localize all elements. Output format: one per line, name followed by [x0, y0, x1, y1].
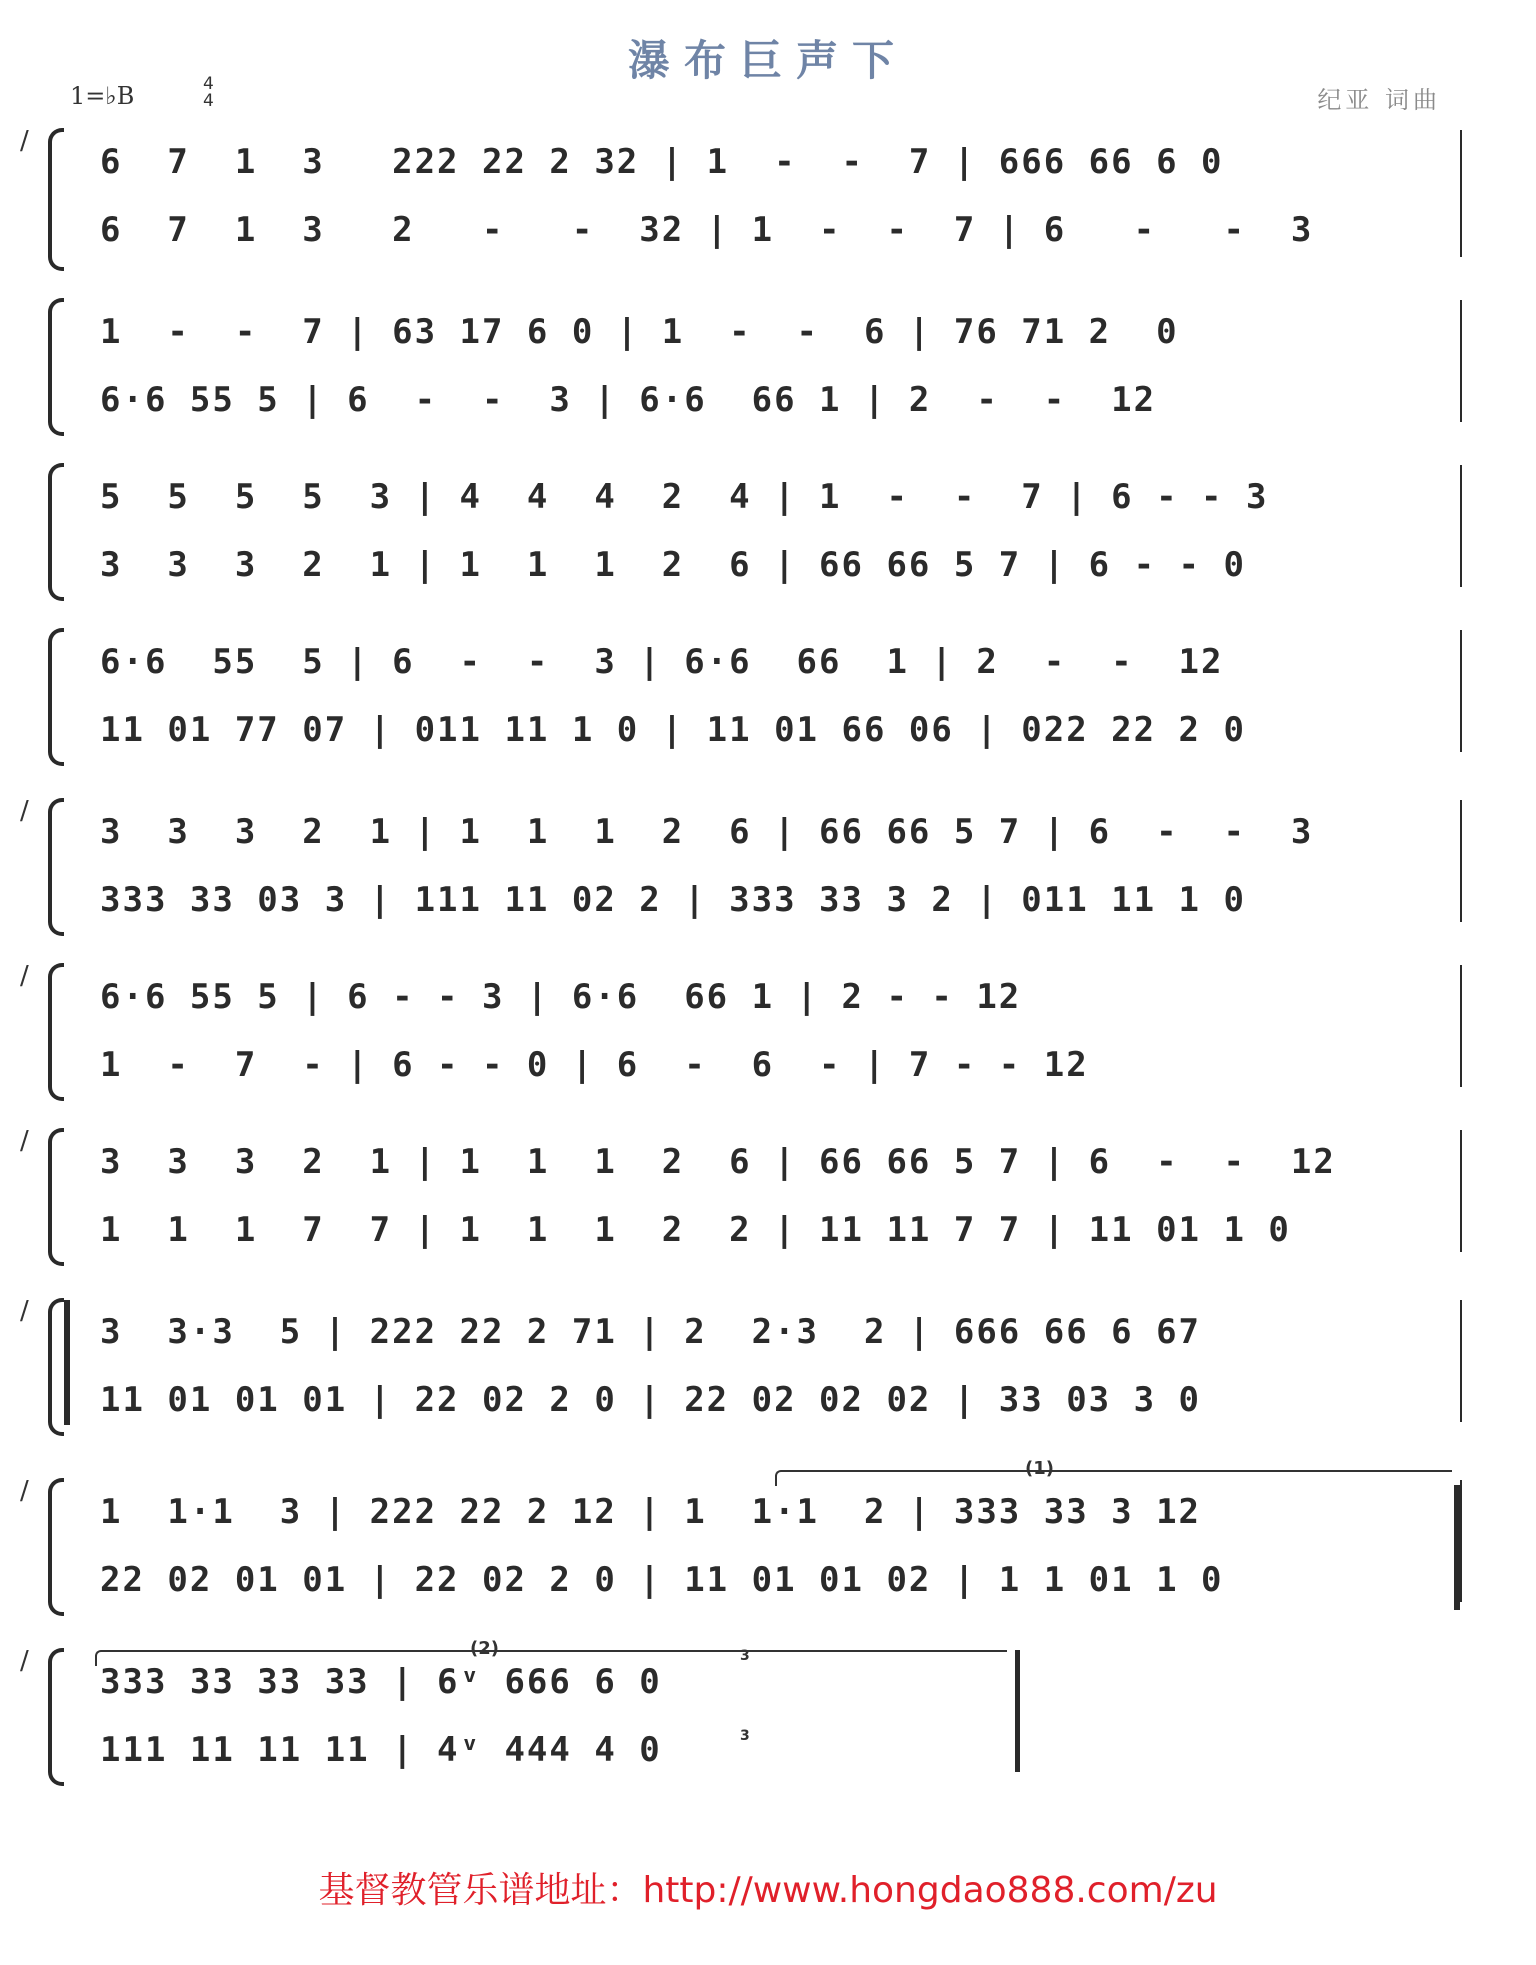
- system-brace: [48, 1648, 64, 1786]
- triplet-mark-upper: 3: [740, 1648, 750, 1664]
- composer-credit: 纪亚 词曲: [1317, 86, 1441, 114]
- system-brace: [48, 128, 64, 271]
- system-mark: /: [20, 1646, 29, 1676]
- footer-url[interactable]: 基督教管乐谱地址：http://www.hongdao888.com/zu: [318, 1870, 1218, 1911]
- end-barline: [1460, 965, 1462, 1087]
- volta-second-label: (2): [470, 1638, 499, 1659]
- notation-row-lower: 111 11 11 11 | 4ᵛ 444 4 0: [100, 1730, 662, 1770]
- time-signature: [203, 76, 214, 110]
- notation-row-lower: 22 02 01 01 | 22 02 2 0 | 11 01 01 02 | 1 1 01 1 0: [100, 1560, 1224, 1600]
- system-mark: /: [20, 961, 29, 991]
- system-brace: [48, 1478, 64, 1616]
- triplet-mark-lower: 3: [740, 1728, 750, 1744]
- end-barline: [1460, 800, 1462, 922]
- system-mark: /: [20, 796, 29, 826]
- system-brace: [48, 298, 64, 436]
- notation-row-upper: 6 7 1 3 222 22 2 32 | 1 - - 7 | 666 66 6 0: [100, 142, 1224, 182]
- notation-row-upper: 3 3 3 2 1 | 1 1 1 2 6 | 66 66 5 7 | 6 - - 12: [100, 1142, 1336, 1182]
- system-mark: /: [20, 1476, 29, 1506]
- notation-row-upper: 1 1·1 3 | 222 22 2 12 | 1 1·1 2 | 333 33 3 12: [100, 1492, 1202, 1532]
- system-brace: [48, 1298, 64, 1436]
- notation-row-lower: 333 33 03 3 | 111 11 02 2 | 333 33 3 2 | 011 11 1 0: [100, 880, 1246, 920]
- system-brace: [48, 628, 64, 766]
- system-brace: [48, 463, 64, 601]
- end-barline: [1460, 300, 1462, 422]
- key-signature: 1=♭B: [70, 82, 135, 110]
- notation-row-lower: 6 7 1 3 2 - - 32 | 1 - - 7 | 6 - - 3: [100, 210, 1314, 250]
- system-mark: /: [20, 126, 29, 156]
- end-barline: [1460, 1130, 1462, 1252]
- meter-top: 4: [203, 74, 214, 94]
- notation-row-lower: 1 1 1 7 7 | 1 1 1 2 2 | 11 11 7 7 | 11 01 1 0: [100, 1210, 1291, 1250]
- end-barline: [1460, 1480, 1462, 1602]
- repeat-start-barline: [64, 1300, 70, 1425]
- system-mark: /: [20, 1296, 29, 1326]
- meter-bottom: 4: [203, 91, 214, 111]
- system-brace: [48, 1128, 64, 1266]
- volta-second-bracket: [95, 1650, 1007, 1666]
- end-barline: [1460, 630, 1462, 752]
- notation-row-upper: 333 33 33 33 | 6ᵛ 666 6 0: [100, 1662, 662, 1702]
- end-barline: [1460, 130, 1462, 257]
- notation-row-upper: 3 3·3 5 | 222 22 2 71 | 2 2·3 2 | 666 66 6 67: [100, 1312, 1202, 1352]
- end-barline: [1460, 465, 1462, 587]
- volta-first-bracket: [775, 1470, 1452, 1486]
- system-mark: /: [20, 1126, 29, 1156]
- notation-row-lower: 6·6 55 5 | 6 - - 3 | 6·6 66 1 | 2 - - 12: [100, 380, 1157, 420]
- notation-row-upper: 6·6 55 5 | 6 - - 3 | 6·6 66 1 | 2 - - 12: [100, 642, 1224, 682]
- notation-row-lower: 1 - 7 - | 6 - - 0 | 6 - 6 - | 7 - - 12: [100, 1045, 1089, 1085]
- volta-first-label: (1): [1025, 1458, 1054, 1479]
- end-barline: [1015, 1650, 1020, 1772]
- notation-row-upper: 6·6 55 5 | 6 - - 3 | 6·6 66 1 | 2 - - 12: [100, 977, 1022, 1017]
- end-barline: [1460, 1300, 1462, 1422]
- notation-row-upper: 5 5 5 5 3 | 4 4 4 2 4 | 1 - - 7 | 6 - - 3: [100, 477, 1269, 517]
- system-brace: [48, 963, 64, 1101]
- system-brace: [48, 798, 64, 936]
- notation-row-upper: 3 3 3 2 1 | 1 1 1 2 6 | 66 66 5 7 | 6 - - 3: [100, 812, 1314, 852]
- song-title: 瀑布巨声下: [627, 36, 908, 85]
- repeat-end-barline: [1454, 1485, 1460, 1610]
- notation-row-lower: 11 01 01 01 | 22 02 2 0 | 22 02 02 02 | 33 03 3 0: [100, 1380, 1202, 1420]
- notation-row-lower: 3 3 3 2 1 | 1 1 1 2 6 | 66 66 5 7 | 6 - - 0: [100, 545, 1246, 585]
- notation-row-upper: 1 - - 7 | 63 17 6 0 | 1 - - 6 | 76 71 2 0: [100, 312, 1179, 352]
- notation-row-lower: 11 01 77 07 | 011 11 1 0 | 11 01 66 06 | 022 22 2 0: [100, 710, 1246, 750]
